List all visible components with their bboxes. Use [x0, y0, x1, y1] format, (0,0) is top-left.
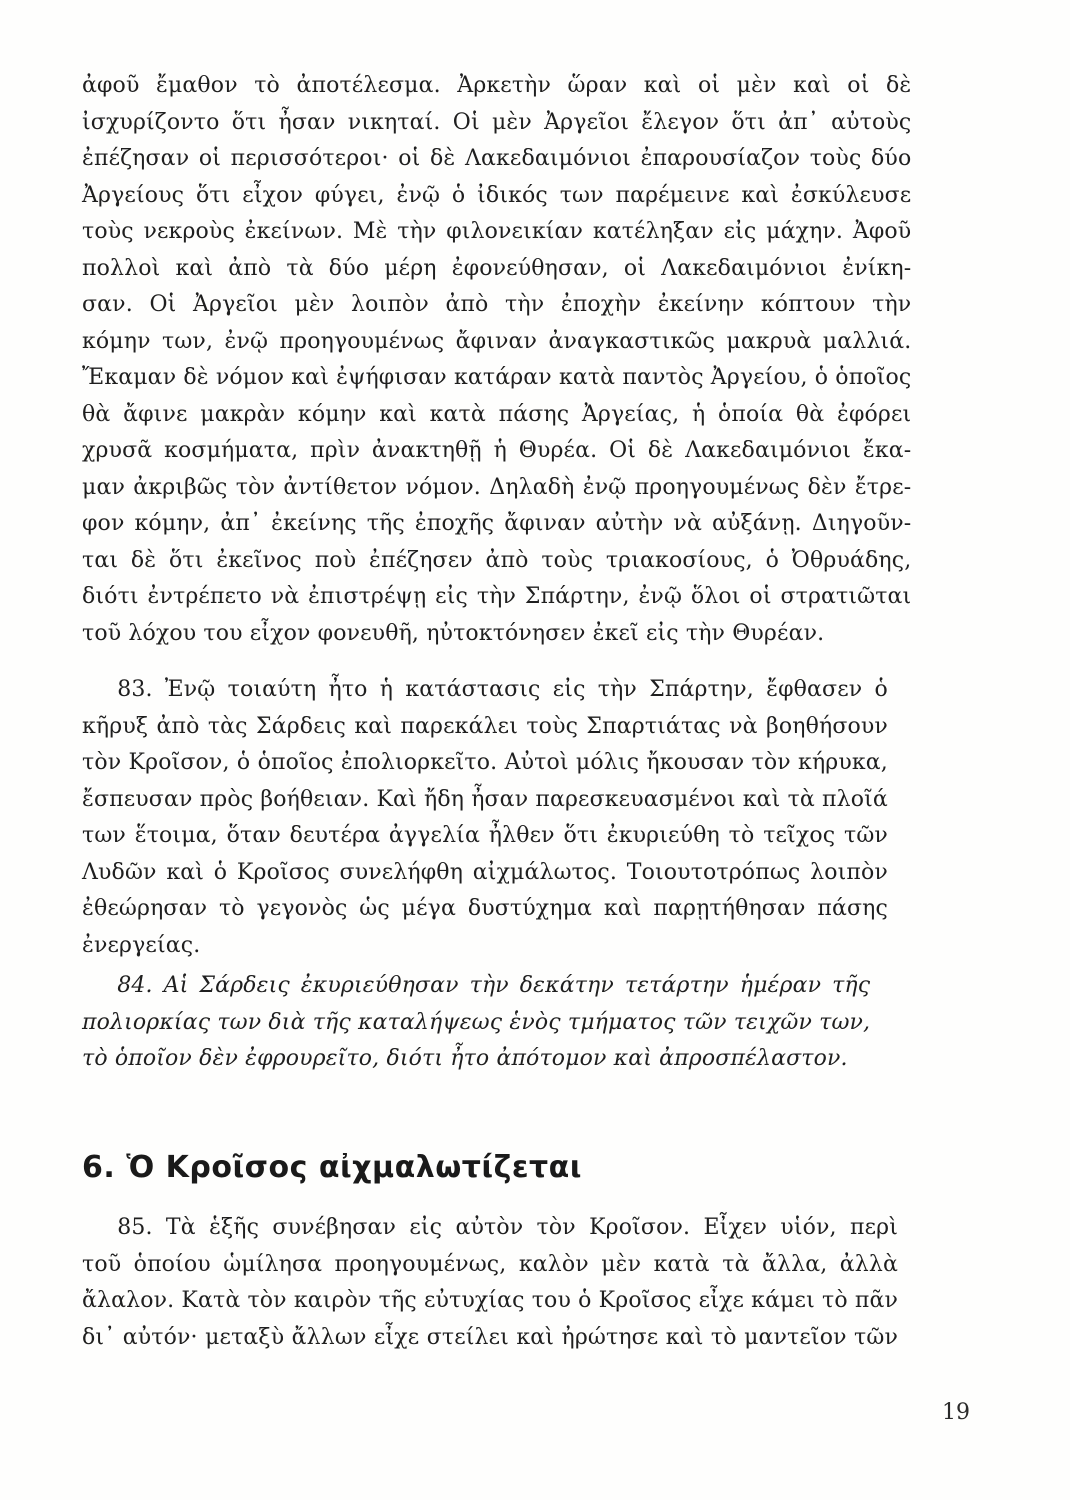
- text-line: τοῦ ὁποίου ὡμίλησα προηγουμένως, καλὸν μὲν κατὰ τὰ ἄλλα, ἀλλὰ: [82, 1251, 898, 1277]
- text-line: δι᾽ αὐτόν· μεταξὺ ἄλλων εἶχε στείλει καὶ ἠρώτησε καὶ τὸ μαντεῖον τῶν: [82, 1324, 898, 1350]
- text-line: Ἔκαμαν δὲ νόμον καὶ ἐψήφισαν κατάραν κατὰ παντὸς Ἀργείου, ὁ ὁποῖος: [82, 365, 912, 390]
- text-line: κῆρυξ ἀπὸ τὰς Σάρδεις καὶ παρεκάλει τοὺς Σπαρτιάτας νὰ βοηθήσουν: [82, 713, 888, 739]
- text-line: 85. Τὰ ἑξῆς συνέβησαν εἰς αὐτὸν τὸν Κροῖσον. Εἶχεν υἱόν, περὶ: [117, 1215, 898, 1240]
- text-line: πολιορκίας των διὰ τῆς καταλήψεως ἑνὸς τμήματος τῶν τειχῶν των,: [82, 1009, 871, 1035]
- text-line: ἐνεργείας.: [82, 932, 201, 958]
- page-number: 19: [942, 1400, 970, 1425]
- text-line: ται δὲ ὅτι ἐκεῖνος ποὺ ἐπέζησεν ἀπὸ τοὺς τριακοσίους, ὁ Ὀθρυάδης,: [82, 547, 912, 573]
- text-line: ἄλαλον. Κατὰ τὸν καιρὸν τῆς εὐτυχίας του ὁ Κροῖσος εἶχε κάμει τὸ πᾶν: [82, 1288, 898, 1313]
- text-line: φον κόμην, ἀπ᾽ ἐκείνης τῆς ἐποχῆς ἄφιναν αὐτὴν νὰ αὐξάνῃ. Διηγοῦν-: [82, 511, 912, 536]
- section-heading: 6. Ὁ Κροῖσος αἰχμαλωτίζεται: [82, 1150, 582, 1185]
- text-line: θὰ ἄφινε μακρὰν κόμην καὶ κατὰ πάσης Ἀργείας, ἡ ὁποία θὰ ἐφόρει: [82, 401, 912, 427]
- text-line: Λυδῶν καὶ ὁ Κροῖσος συνελήφθη αἰχμάλωτος. Τοιουτοτρόπως λοιπὸν: [82, 859, 888, 885]
- paragraph-84-italic: [82, 968, 870, 1078]
- text-line: 83. Ἐνῷ τοιαύτη ἦτο ἡ κατάστασις εἰς τὴν Σπάρτην, ἔφθασεν ὁ: [117, 677, 888, 702]
- text-line: τὸ ὁποῖον δὲν ἐφρουρεῖτο, διότι ἦτο ἀπότομον καὶ ἀπροσπέλαστον.: [82, 1046, 848, 1071]
- text-line: κόμην των, ἐνῷ προηγουμένως ἄφιναν ἀναγκαστικῶς μακρυὰ μαλλιά.: [82, 328, 912, 354]
- paragraph-83: [82, 672, 888, 964]
- text-line: ἐπέζησαν οἱ περισσότεροι· οἱ δὲ Λακεδαιμόνιοι ἐπαρουσίαζον τοὺς δύο: [82, 146, 912, 171]
- book-page: [82, 68, 962, 1468]
- text-line: διότι ἐντρέπετο νὰ ἐπιστρέψῃ εἰς τὴν Σπάρτην, ἐνῷ ὅλοι οἱ στρατιῶται: [82, 584, 912, 609]
- text-line: ἀφοῦ ἔμαθον τὸ ἀποτέλεσμα. Ἀρκετὴν ὥραν καὶ οἱ μὲν καὶ οἱ δὲ: [82, 73, 912, 98]
- text-line: τοῦ λόχου του εἶχον φονευθῆ, ηὐτοκτόνησεν ἐκεῖ εἰς τὴν Θυρέαν.: [82, 620, 825, 646]
- text-line: ἐθεώρησαν τὸ γεγονὸς ὡς μέγα δυστύχημα καὶ παρῃτήθησαν πάσης: [82, 896, 888, 921]
- text-line: μαν ἀκριβῶς τὸν ἀντίθετον νόμον. Δηλαδὴ ἐνῷ προηγουμένως δὲν ἔτρε-: [82, 474, 912, 500]
- text-line: 84. Αἱ Σάρδεις ἐκυριεύθησαν τὴν δεκάτην τετάρτην ἡμέραν τῆς: [117, 973, 871, 998]
- text-line: τὸν Κροῖσον, ὁ ὁποῖος ἐπολιορκεῖτο. Αὐτοὶ μόλις ἤκουσαν τὸν κήρυκα,: [82, 750, 888, 775]
- text-line: ἰσχυρίζοντο ὅτι ἦσαν νικηταί. Οἱ μὲν Ἀργεῖοι ἔλεγον ὅτι ἀπ᾽ αὐτοὺς: [82, 109, 912, 135]
- text-line: ἔσπευσαν πρὸς βοήθειαν. Καὶ ἤδη ἦσαν παρεσκευασμένοι καὶ τὰ πλοῖά: [82, 786, 888, 812]
- text-line: χρυσᾶ κοσμήματα, πρὶν ἀνακτηθῇ ἡ Θυρέα. Οἱ δὲ Λακεδαιμόνιοι ἔκα-: [82, 438, 912, 463]
- text-line: σαν. Οἱ Ἀργεῖοι μὲν λοιπὸν ἀπὸ τὴν ἐποχὴν ἐκείνην κόπτουν τὴν: [82, 292, 912, 317]
- text-line: τοὺς νεκροὺς ἐκείνων. Μὲ τὴν φιλονεικίαν κατέληξαν εἰς μάχην. Ἀφοῦ: [82, 219, 912, 244]
- text-line: Ἀργείους ὅτι εἶχον φύγει, ἐνῷ ὁ ἰδικός των παρέμεινε καὶ ἐσκύλευσε: [82, 182, 912, 208]
- text-line: των ἕτοιμα, ὅταν δευτέρα ἀγγελία ἦλθεν ὅτι ἐκυριεύθη τὸ τεῖχος τῶν: [82, 823, 888, 848]
- paragraph-85: [82, 1210, 898, 1356]
- paragraph-continuation: [82, 68, 911, 652]
- text-line: πολλοὶ καὶ ἀπὸ τὰ δύο μέρη ἐφονεύθησαν, οἱ Λακεδαιμόνιοι ἐνίκη-: [82, 255, 912, 281]
